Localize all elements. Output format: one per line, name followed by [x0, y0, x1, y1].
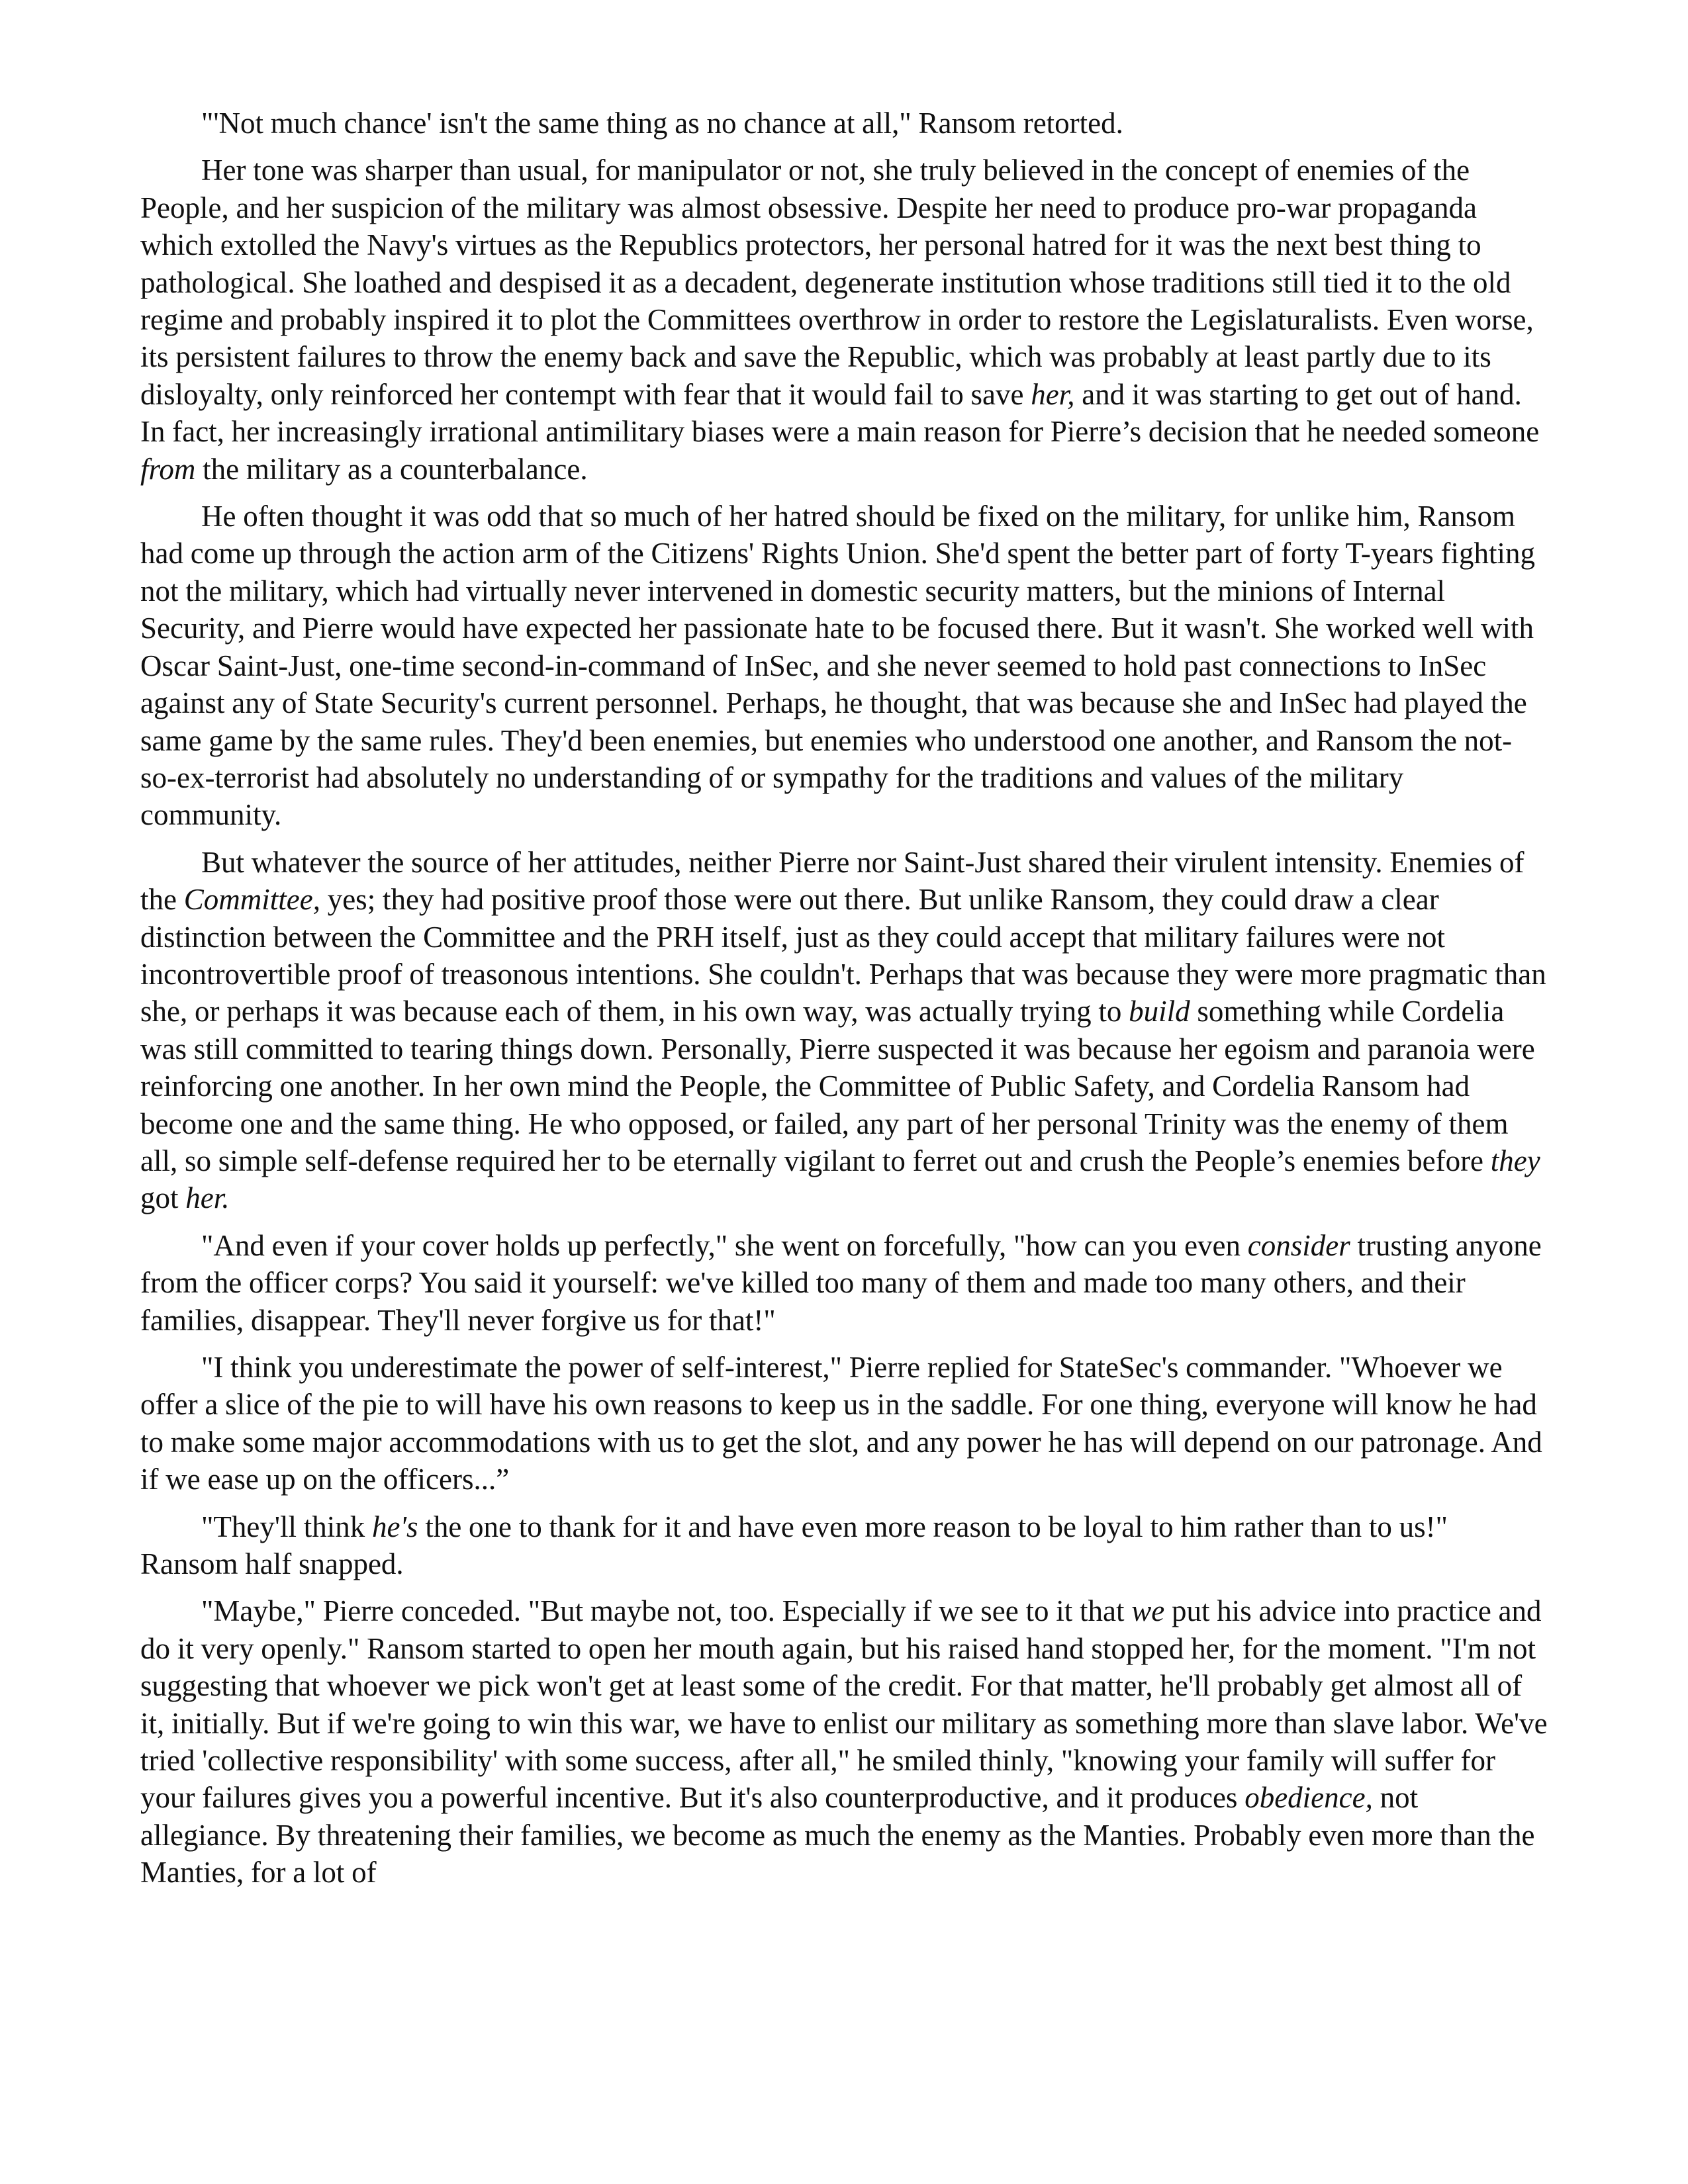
text-run: "They'll think [201, 1510, 372, 1543]
text-run: trusting anyone from the officer corps? You said it yourself: we've killed too many of them and made too many others, and their families, disappear. They'll never forgive us for that!" [140, 1228, 1542, 1337]
text-run: "I think you underestimate the power of self-interest," Pierre replied for StateSec's commander. "Whoever we offer a slice of the pie to will have his own reasons to keep us in the saddle. For one thing, everyone will know he had to make some major accommodations with us to get the slot, and any power he has will depend on our patronage. And if we ease up on the officers...” [140, 1351, 1542, 1496]
paragraph [140, 1349, 1548, 1498]
text-run: the military as a counterbalance. [195, 452, 588, 486]
italic-text: her, [1031, 377, 1075, 411]
text-run: He often thought it was odd that so much of her hatred should be fixed on the military, for unlike him, Ransom had come up through the action arm of the Citizens' Rights Union. She'd spent the better part of forty T-years fighting not the military, which had virtually never intervened in domestic security matters, but the minions of Internal Security, and Pierre would have expected her passionate hate to be focused there. But it wasn't. She worked well with Oscar Saint-Just, one-time second-in-command of InSec, and she never seemed to hold past connections to InSec against any of State Security's current personnel. Perhaps, he thought, that was because she and InSec had played the same game by the same rules. They'd been enemies, but enemies who understood one another, and Ransom the not-so-ex-terrorist had absolutely no understanding of or sympathy for the traditions and values of the military community. [140, 500, 1536, 832]
text-run: "And even if your cover holds up perfectly," she went on forcefully, "how can you even [201, 1228, 1248, 1262]
paragraph [140, 498, 1548, 834]
paragraph [140, 105, 1548, 142]
italic-text: consider [1247, 1228, 1350, 1262]
italic-text: they [1490, 1144, 1540, 1177]
paragraph [140, 1508, 1548, 1583]
text-run: But whatever the source of her attitudes, neither Pierre nor Saint-Just shared their virulent intensity. Enemies of the [140, 845, 1524, 917]
text-run: something while Cordelia was still committed to tearing things down. Personally, Pierre suspected it was because her egoism and paranoia were reinforcing one another. In her own mind the People, the Committee of Public Safety, and Cordelia Ransom had become one and the same thing. He who opposed, or failed, any part of her personal Trinity was the enemy of them all, so simple self-defense required her to be eternally vigilant to ferret out and crush the People’s enemies before [140, 995, 1535, 1177]
text-run: got [140, 1181, 186, 1215]
italic-text: from [140, 452, 196, 486]
text-run: and it was starting to get out of hand. In fact, her increasingly irrational antimilitary biases were a main reason for Pierre’s decision that he needed someone [140, 377, 1540, 449]
text-run: Her tone was sharper than usual, for manipulator or not, she truly believed in the concept of enemies of the People, and her suspicion of the military was almost obsessive. Despite her need to produce pro-war propaganda which extolled the Navy's virtues as the Republics protectors, her personal hatred for it was the next best thing to pathological. She loathed and despised it as a decadent, degenerate institution whose traditions still tied it to the old regime and probably inspired it to plot the Committees overthrow in order to restore the Legislaturalists. Even worse, its persistent failures to throw the enemy back and save the Republic, which was probably at least partly due to its disloyalty, only reinforced her contempt with fear that it would fail to save [140, 154, 1534, 411]
italic-text: her. [185, 1181, 230, 1215]
italic-text: he's [371, 1510, 418, 1543]
paragraph [140, 844, 1548, 1217]
text-run: the one to thank for it and have even more reason to be loyal to him rather than to us!" Ransom half snapped. [140, 1510, 1448, 1581]
italic-text: build [1129, 995, 1190, 1028]
text-run: not allegiance. By threatening their families, we become as much the enemy as the Manties. Probably even more than the Manties, for a lot of [140, 1781, 1535, 1889]
italic-text: Committee, [183, 883, 320, 917]
document-page [140, 105, 1548, 1901]
text-run: "Maybe," Pierre conceded. "But maybe not, too. Especially if we see to it that [201, 1594, 1132, 1628]
italic-text: we [1131, 1594, 1165, 1628]
paragraph [140, 1592, 1548, 1891]
italic-text: obedience, [1244, 1781, 1373, 1815]
paragraph [140, 1227, 1548, 1339]
text-run: "'Not much chance' isn't the same thing as no chance at all," Ransom retorted. [201, 107, 1123, 140]
text-run: yes; they had positive proof those were out there. But unlike Ransom, they could draw a clear distinction between the Committee and the PRH itself, just as they could accept that military failures were not incontrovertible proof of treasonous intentions. She couldn't. Perhaps that was because they were more pragmatic than she, or perhaps it was because each of them, in his own way, was actually trying to [140, 883, 1546, 1028]
text-run: put his advice into practice and do it very openly." Ransom started to open her mouth again, but his raised hand stopped her, for the moment. "I'm not suggesting that whoever we pick won't get at least some of the credit. For that matter, he'll probably get almost all of it, initially. But if we're going to win this war, we have to enlist our military as something more than slave labor. We've tried 'collective responsibility' with some success, after all," he smiled thinly, "knowing your family will suffer for your failures gives you a powerful incentive. But it's also counterproductive, and it produces [140, 1594, 1548, 1815]
paragraph [140, 152, 1548, 488]
